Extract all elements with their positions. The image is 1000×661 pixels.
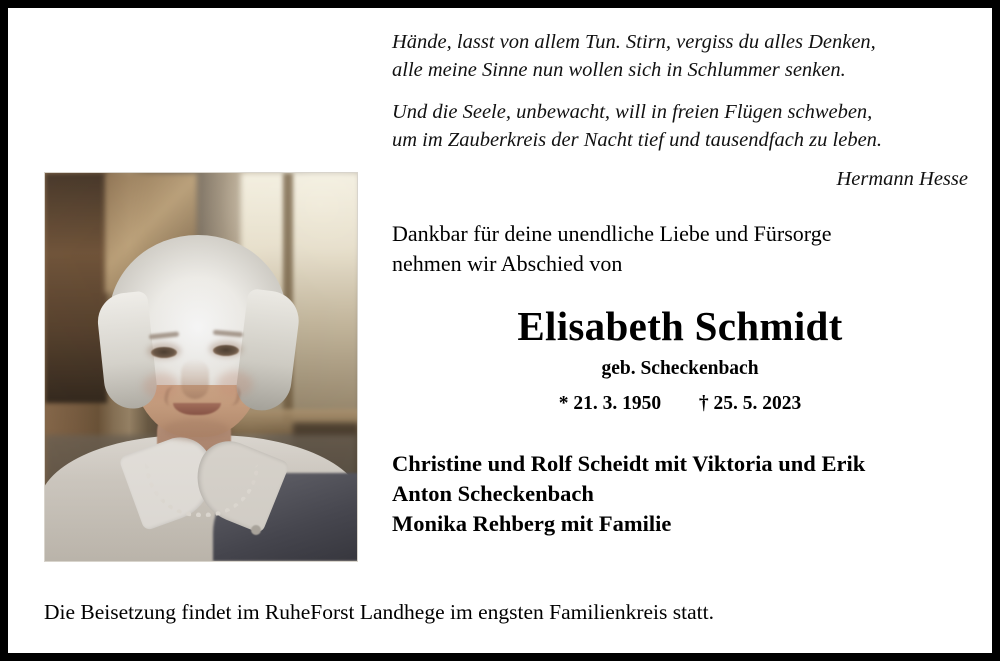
text-column (392, 28, 968, 539)
intro-line-1: Dankbar für deine unendliche Liebe und Fürsorge (392, 221, 832, 247)
mourner-line: Monika Rehberg mit Familie (392, 510, 672, 536)
eye-right (213, 345, 239, 356)
border-top (0, 0, 1000, 8)
poem (392, 28, 968, 154)
eye-left (151, 347, 177, 358)
birth-date: * 21. 3. 1950 (558, 393, 662, 415)
poem-line-1: Hände, lasst von allem Tun. Stirn, vergiss du alles Denken, (392, 31, 876, 53)
poem-author: Hermann Hesse (836, 168, 968, 191)
blouse-button (251, 525, 261, 535)
chin (163, 419, 229, 441)
funeral-details: Die Beisetzung findet im RuheForst Landhege im engsten Familienkreis statt. (44, 600, 714, 624)
nose (181, 359, 209, 399)
maiden-name: geb. Scheckenbach (601, 358, 759, 380)
deceased-name: Elisabeth Schmidt (517, 303, 843, 350)
intro-line-2: nehmen wir Abschied von (392, 250, 623, 276)
border-right (992, 0, 1000, 661)
portrait-photo (44, 172, 358, 562)
poem-line-4: um im Zauberkreis der Nacht tief und tausendfach zu leben. (392, 128, 883, 151)
notice-content (8, 8, 992, 653)
poem-line-2: alle meine Sinne nun wollen sich in Schlummer senken. (392, 59, 846, 82)
life-dates (392, 393, 968, 415)
intro-text (392, 219, 968, 278)
poem-line-3: Und die Seele, unbewacht, will in freien Flügen schweben, (392, 100, 873, 123)
mourner-line: Anton Scheckenbach (392, 480, 594, 506)
death-date: † 25. 5. 2023 (698, 393, 802, 415)
border-left (0, 0, 8, 661)
person-figure (45, 173, 357, 561)
photo-canvas (45, 173, 357, 561)
mourners-list (392, 449, 968, 539)
border-bottom (0, 653, 1000, 661)
mourner-line: Christine und Rolf Scheidt mit Viktoria und Erik (392, 451, 866, 477)
